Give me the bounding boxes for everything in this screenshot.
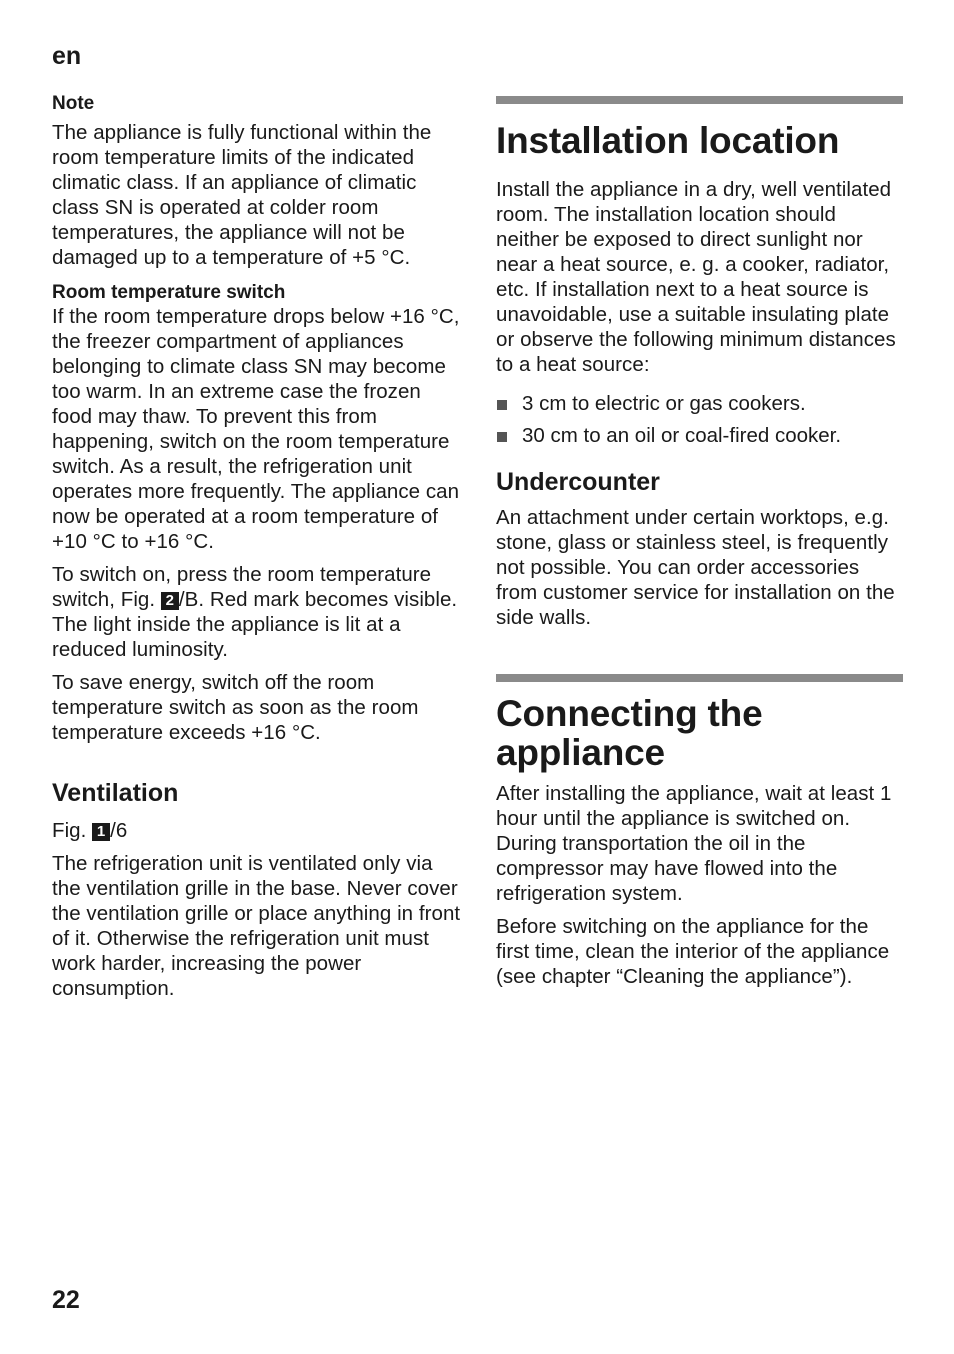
figure-label: Fig. xyxy=(52,819,93,842)
room-temperature-switch-heading: Room temperature switch xyxy=(52,282,286,303)
undercounter-text: An attachment under certain worktops, e.g. stone, glass or stainless steel, is frequently not possible. You can order accessories from customer service for installation on the side walls. xyxy=(496,506,895,629)
page-number: 22 xyxy=(52,1286,80,1314)
paragraph-text: /B. Red mark becomes visible. The light inside the appliance is lit at a reduced luminosity. xyxy=(52,588,458,661)
square-bullet-icon xyxy=(497,432,507,442)
list-item-text: 3 cm to electric or gas cookers. xyxy=(522,392,806,415)
list-item-text: 30 cm to an oil or coal-fired cooker. xyxy=(522,424,842,447)
ventilation-text: The refrigeration unit is ventilated only via the ventilation grille in the base. Never cover the ventilation grille or place anything in front of it. Otherwise the refrigeration unit must work harder, increasing the power consumption. xyxy=(52,852,461,1000)
section-divider xyxy=(496,96,903,104)
room-temperature-switch-paragraph-2 xyxy=(52,562,462,662)
right-column xyxy=(496,96,903,989)
section-divider xyxy=(496,674,903,682)
left-column xyxy=(52,92,462,1001)
list-item xyxy=(496,391,903,416)
figure-number-badge: 2 xyxy=(161,592,179,610)
connecting-appliance-heading xyxy=(496,694,903,772)
connecting-paragraph-1: After installing the appliance, wait at least 1 hour until the appliance is switched on. During transportation the oil in the compressor may have flowed into the refrigeration system. xyxy=(496,782,892,905)
connecting-paragraph-2: Before switching on the appliance for the first time, clean the interior of the appliance (see chapter “Cleaning the appliance”). xyxy=(496,915,890,988)
distance-list xyxy=(496,391,903,448)
figure-suffix: /6 xyxy=(110,819,128,842)
list-item xyxy=(496,423,903,448)
installation-location-text: Install the appliance in a dry, well ventilated room. The installation location should neither be exposed to direct sunlight nor near a heat source, e. g. a cooker, radiator, etc. If installation next to a heat source is unavoidable, use a suitable insulating plate or observe the following minimum distances to a heat source: xyxy=(496,178,896,376)
figure-number-badge: 1 xyxy=(92,823,110,841)
room-temperature-switch-paragraph-3: To save energy, switch off the room temperature switch as soon as the room temperature exceeds +16 °C. xyxy=(52,671,419,744)
language-label: en xyxy=(52,42,82,70)
heading-line: appliance xyxy=(496,732,665,773)
installation-location-heading: Installation location xyxy=(496,120,840,161)
note-heading: Note xyxy=(52,93,95,114)
room-temperature-switch-paragraph-1: If the room temperature drops below +16 °C, the freezer compartment of appliances belonging to climate class SN may become too warm. In an extreme case the frozen food may thaw. To prevent this from happening, switch on the room temperature switch. As a result, the refrigeration unit operates more frequently. The appliance can now be operated at a room temperature of +10 °C to +16 °C. xyxy=(52,305,460,553)
square-bullet-icon xyxy=(497,400,507,410)
heading-line: Connecting the xyxy=(496,693,763,734)
ventilation-heading: Ventilation xyxy=(52,779,179,807)
ventilation-figure-reference xyxy=(52,818,462,843)
paragraph-text: To switch on, press the room temperature switch, Fig. xyxy=(52,563,432,611)
note-text: The appliance is fully functional within the room temperature limits of the indicated climatic class. If an appliance of climatic class SN is operated at colder room temperatures, the appliance will not be damaged up to a temperature of +5 °C. xyxy=(52,121,432,269)
undercounter-heading: Undercounter xyxy=(496,468,660,496)
